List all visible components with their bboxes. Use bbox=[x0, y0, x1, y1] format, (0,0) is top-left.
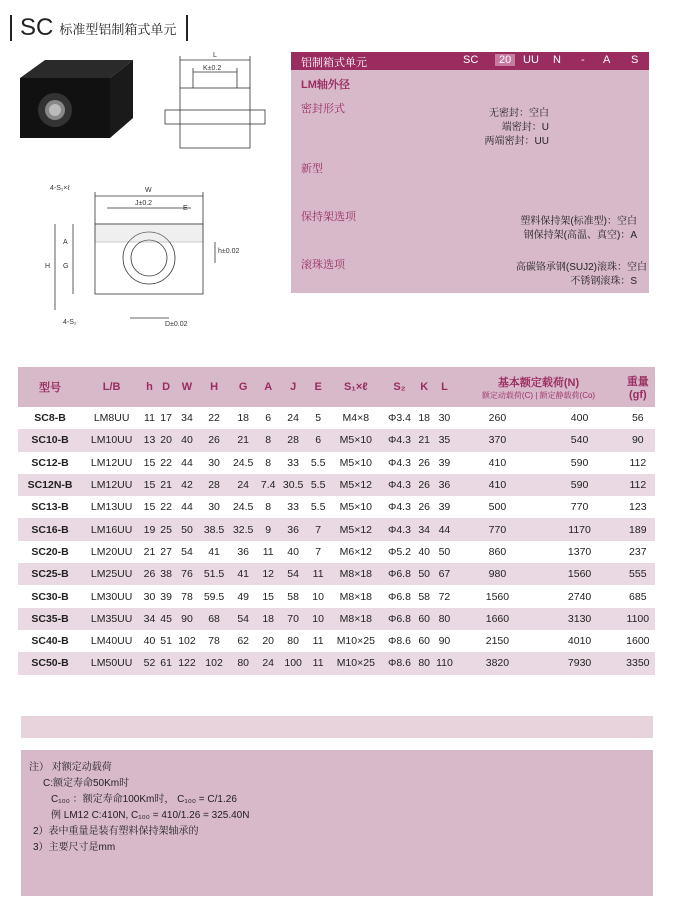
label-G: G bbox=[63, 263, 69, 270]
table-cell: SC16-B bbox=[18, 518, 82, 540]
table-cell: M10×25 bbox=[329, 630, 384, 652]
table-cell: 34 bbox=[174, 407, 199, 429]
table-cell: 54 bbox=[229, 608, 258, 630]
table-cell: M5×10 bbox=[329, 429, 384, 451]
table-cell: SC20-B bbox=[18, 541, 82, 563]
page-header bbox=[10, 14, 188, 42]
table-cell: 11 bbox=[258, 541, 279, 563]
table-cell: 20 bbox=[158, 429, 175, 451]
table-cell: 26 bbox=[416, 452, 433, 474]
table-cell: 30 bbox=[433, 407, 457, 429]
config-panel bbox=[291, 52, 649, 293]
table-cell: 410 bbox=[456, 474, 538, 496]
table-cell: 10 bbox=[308, 585, 329, 607]
series-title: 标准型铝制箱式单元 bbox=[59, 21, 177, 37]
col-G: G bbox=[229, 367, 258, 407]
table-cell: 33 bbox=[279, 452, 308, 474]
table-cell: 11 bbox=[308, 563, 329, 585]
table-cell: SC30-B bbox=[18, 585, 82, 607]
table-cell: 40 bbox=[416, 541, 433, 563]
weight-unit: (gf) bbox=[628, 389, 647, 401]
table-cell: 39 bbox=[433, 496, 457, 518]
table-cell: 21 bbox=[416, 429, 433, 451]
table-cell: 90 bbox=[621, 429, 655, 451]
table-cell: 5.5 bbox=[308, 474, 329, 496]
table-cell: 68 bbox=[199, 608, 228, 630]
ball-label: 滚珠选项 bbox=[301, 259, 345, 271]
table-cell: 770 bbox=[539, 496, 621, 518]
table-cell: M8×18 bbox=[329, 608, 384, 630]
table-cell: 44 bbox=[174, 496, 199, 518]
note-1: 注） 对额定动载荷 bbox=[29, 762, 112, 773]
load-header: 基本额定载荷(N) bbox=[497, 376, 580, 389]
table-cell: LM20UU bbox=[82, 541, 141, 563]
table-cell: Φ6.8 bbox=[383, 563, 416, 585]
table-cell: 500 bbox=[456, 496, 538, 518]
table-cell: 32.5 bbox=[229, 518, 258, 540]
table-cell: 102 bbox=[174, 630, 199, 652]
table-cell: 6 bbox=[308, 429, 329, 451]
table-cell: 102 bbox=[199, 652, 228, 674]
col-J: J bbox=[279, 367, 308, 407]
table-cell: Φ4.3 bbox=[383, 518, 416, 540]
table-cell: 80 bbox=[433, 608, 457, 630]
table-cell: Φ4.3 bbox=[383, 429, 416, 451]
table-cell: Φ3.4 bbox=[383, 407, 416, 429]
label-E: E bbox=[183, 205, 188, 212]
table-cell: Φ4.3 bbox=[383, 452, 416, 474]
table-cell: 78 bbox=[174, 585, 199, 607]
table-cell: 7.4 bbox=[258, 474, 279, 496]
table-cell: 25 bbox=[158, 518, 175, 540]
table-row bbox=[18, 407, 655, 429]
table-cell: SC40-B bbox=[18, 630, 82, 652]
spec-table bbox=[18, 367, 655, 675]
table-row bbox=[18, 652, 655, 674]
front-view bbox=[55, 192, 215, 318]
table-cell: 76 bbox=[174, 563, 199, 585]
col-model: 型号 bbox=[18, 367, 82, 407]
table-cell: 21 bbox=[141, 541, 158, 563]
holder-opt-1: 塑料保持架(标准型)：空白 bbox=[520, 216, 637, 227]
table-cell: 39 bbox=[158, 585, 175, 607]
table-cell: 80 bbox=[279, 630, 308, 652]
table-cell: 30.5 bbox=[279, 474, 308, 496]
table-body bbox=[18, 407, 655, 675]
table-cell: 9 bbox=[258, 518, 279, 540]
weight-header: 重量 bbox=[626, 376, 649, 388]
table-cell: 22 bbox=[158, 452, 175, 474]
table-cell: 110 bbox=[433, 652, 457, 674]
table-row bbox=[18, 563, 655, 585]
ball-opt-1: 高碳铬承钢(SUJ2)滚珠：空白 bbox=[515, 262, 647, 273]
table-cell: 24 bbox=[229, 474, 258, 496]
table-cell: SC12-B bbox=[18, 452, 82, 474]
label-D: D±0.02 bbox=[165, 321, 188, 328]
table-cell: 41 bbox=[199, 541, 228, 563]
label-J: J±0.2 bbox=[135, 200, 153, 207]
table-cell: 20 bbox=[258, 630, 279, 652]
table-cell: 11 bbox=[308, 652, 329, 674]
table-cell: 26 bbox=[141, 563, 158, 585]
table-cell: 54 bbox=[174, 541, 199, 563]
note-5: 2）表中重量是装有塑料保持架轴承的 bbox=[33, 826, 199, 837]
table-cell: 30 bbox=[141, 585, 158, 607]
table-cell: 78 bbox=[199, 630, 228, 652]
table-cell: 40 bbox=[174, 429, 199, 451]
table-cell: LM12UU bbox=[82, 452, 141, 474]
table-cell: 80 bbox=[229, 652, 258, 674]
table-cell: 100 bbox=[279, 652, 308, 674]
note-4: 例 LM12 C:410N, C₁₀₀ = 410/1.26 = 325.40N bbox=[51, 810, 250, 821]
table-cell: LM50UU bbox=[82, 652, 141, 674]
table-cell: 42 bbox=[174, 474, 199, 496]
table-row bbox=[18, 608, 655, 630]
table-cell: 61 bbox=[158, 652, 175, 674]
table-cell: 770 bbox=[456, 518, 538, 540]
table-cell: 5.5 bbox=[308, 452, 329, 474]
table-cell: 41 bbox=[229, 563, 258, 585]
seal-label: 密封形式 bbox=[301, 103, 345, 115]
table-cell: 36 bbox=[229, 541, 258, 563]
code-part-size: 20 bbox=[495, 54, 515, 66]
table-cell: 540 bbox=[539, 429, 621, 451]
technical-drawings bbox=[15, 48, 285, 348]
label-W: W bbox=[145, 187, 152, 194]
table-cell: M5×12 bbox=[329, 518, 384, 540]
table-header-row bbox=[18, 367, 655, 407]
table-cell: SC10-B bbox=[18, 429, 82, 451]
col-S2: S₂ bbox=[383, 367, 416, 407]
table-cell: 13 bbox=[141, 429, 158, 451]
table-cell: 112 bbox=[621, 452, 655, 474]
table-cell: 22 bbox=[199, 407, 228, 429]
table-cell: 1100 bbox=[621, 608, 655, 630]
table-cell: 36 bbox=[433, 474, 457, 496]
table-row bbox=[18, 474, 655, 496]
table-cell: 3350 bbox=[621, 652, 655, 674]
table-cell: 8 bbox=[258, 496, 279, 518]
table-cell: LM12UU bbox=[82, 474, 141, 496]
table-row bbox=[18, 518, 655, 540]
table-cell: 62 bbox=[229, 630, 258, 652]
table-cell: M5×12 bbox=[329, 474, 384, 496]
table-cell: LM8UU bbox=[82, 407, 141, 429]
divider-band bbox=[21, 716, 653, 738]
table-cell: M8×18 bbox=[329, 563, 384, 585]
col-A: A bbox=[258, 367, 279, 407]
table-row bbox=[18, 496, 655, 518]
table-cell: 6 bbox=[258, 407, 279, 429]
table-cell: 8 bbox=[258, 429, 279, 451]
code-part-ball: S bbox=[631, 54, 639, 66]
holder-opt-2: 钢保持架(高温、真空)：A bbox=[523, 230, 637, 241]
table-cell: 685 bbox=[621, 585, 655, 607]
table-cell: 17 bbox=[158, 407, 175, 429]
table-cell: LM10UU bbox=[82, 429, 141, 451]
col-D: D bbox=[158, 367, 175, 407]
table-cell: 24.5 bbox=[229, 496, 258, 518]
table-cell: 237 bbox=[621, 541, 655, 563]
table-cell: 860 bbox=[456, 541, 538, 563]
table-row bbox=[18, 585, 655, 607]
table-cell: 260 bbox=[456, 407, 538, 429]
code-part-new: N bbox=[553, 54, 561, 66]
table-cell: 400 bbox=[539, 407, 621, 429]
label-K: K±0.2 bbox=[203, 65, 222, 72]
table-cell: 40 bbox=[141, 630, 158, 652]
label-A: A bbox=[63, 239, 68, 246]
config-header bbox=[291, 52, 649, 70]
table-cell: 112 bbox=[621, 474, 655, 496]
code-part-sc: SC bbox=[463, 54, 479, 66]
table-cell: 12 bbox=[258, 563, 279, 585]
table-cell: SC25-B bbox=[18, 563, 82, 585]
label-H: H bbox=[45, 263, 51, 270]
table-cell: 34 bbox=[141, 608, 158, 630]
table-cell: 80 bbox=[416, 652, 433, 674]
table-cell: 28 bbox=[279, 429, 308, 451]
col-E: E bbox=[308, 367, 329, 407]
label-S2: 4-S₂ bbox=[63, 319, 77, 326]
product-photo bbox=[20, 60, 133, 138]
table-cell: 19 bbox=[141, 518, 158, 540]
table-cell: LM13UU bbox=[82, 496, 141, 518]
label-h: h±0.02 bbox=[218, 248, 240, 255]
table-cell: 21 bbox=[158, 474, 175, 496]
ball-opt-2: 不锈钢滚珠：S bbox=[570, 276, 637, 287]
table-cell: 3130 bbox=[539, 608, 621, 630]
table-cell: M5×10 bbox=[329, 496, 384, 518]
col-weight bbox=[621, 367, 655, 407]
header-bar-right bbox=[186, 15, 188, 41]
table-cell: 1370 bbox=[539, 541, 621, 563]
table-cell: 33 bbox=[279, 496, 308, 518]
table-cell: 122 bbox=[174, 652, 199, 674]
table-cell: 123 bbox=[621, 496, 655, 518]
table-cell: 70 bbox=[279, 608, 308, 630]
label-L: L bbox=[213, 52, 217, 59]
table-cell: 60 bbox=[416, 630, 433, 652]
table-cell: 45 bbox=[158, 608, 175, 630]
table-cell: M10×25 bbox=[329, 652, 384, 674]
col-lb: L/B bbox=[82, 367, 141, 407]
table-cell: 3820 bbox=[456, 652, 538, 674]
table-cell: 56 bbox=[621, 407, 655, 429]
table-cell: M6×12 bbox=[329, 541, 384, 563]
note-6: 3）主要尺寸是mm bbox=[33, 842, 116, 853]
table-cell: LM25UU bbox=[82, 563, 141, 585]
table-cell: Φ6.8 bbox=[383, 585, 416, 607]
table-cell: 52 bbox=[141, 652, 158, 674]
table-cell: 590 bbox=[539, 474, 621, 496]
table-cell: 590 bbox=[539, 452, 621, 474]
table-cell: 1660 bbox=[456, 608, 538, 630]
table-cell: 26 bbox=[416, 496, 433, 518]
col-K: K bbox=[416, 367, 433, 407]
table-cell: 38.5 bbox=[199, 518, 228, 540]
table-cell: LM30UU bbox=[82, 585, 141, 607]
col-S1: S₁×ℓ bbox=[329, 367, 384, 407]
table-cell: 2740 bbox=[539, 585, 621, 607]
table-row bbox=[18, 452, 655, 474]
table-cell: 24.5 bbox=[229, 452, 258, 474]
table-cell: M5×10 bbox=[329, 452, 384, 474]
table-cell: Φ4.3 bbox=[383, 496, 416, 518]
table-cell: 980 bbox=[456, 563, 538, 585]
table-cell: 555 bbox=[621, 563, 655, 585]
table-row bbox=[18, 429, 655, 451]
table-cell: 50 bbox=[174, 518, 199, 540]
seal-opt-2: 端密封：U bbox=[501, 122, 549, 133]
table-cell: 15 bbox=[141, 474, 158, 496]
table-cell: 18 bbox=[229, 407, 258, 429]
code-part-dash: - bbox=[581, 54, 585, 66]
table-cell: 44 bbox=[433, 518, 457, 540]
table-cell: 10 bbox=[308, 608, 329, 630]
lm-label: LM轴外径 bbox=[301, 79, 350, 91]
table-cell: 4010 bbox=[539, 630, 621, 652]
table-cell: LM40UU bbox=[82, 630, 141, 652]
table-cell: 7930 bbox=[539, 652, 621, 674]
table-row bbox=[18, 541, 655, 563]
config-title: 铝制箱式单元 bbox=[301, 57, 367, 69]
col-load bbox=[456, 367, 620, 407]
note-2: C:额定寿命50Km时 bbox=[43, 778, 130, 789]
new-label: 新型 bbox=[301, 163, 323, 175]
seal-opt-3: 两端密封：UU bbox=[484, 136, 549, 147]
table-cell: 18 bbox=[416, 407, 433, 429]
table-cell: 39 bbox=[433, 452, 457, 474]
table-cell: 51 bbox=[158, 630, 175, 652]
table-cell: 58 bbox=[416, 585, 433, 607]
table-cell: Φ8.6 bbox=[383, 630, 416, 652]
table-cell: 27 bbox=[158, 541, 175, 563]
table-cell: 5 bbox=[308, 407, 329, 429]
load-subheaders: 额定动载荷(C) | 额定静载荷(Co) bbox=[481, 390, 596, 400]
table-cell: 11 bbox=[141, 407, 158, 429]
table-cell: 60 bbox=[416, 608, 433, 630]
col-h: h bbox=[141, 367, 158, 407]
table-cell: Φ4.3 bbox=[383, 474, 416, 496]
table-cell: Φ5.2 bbox=[383, 541, 416, 563]
table-cell: 30 bbox=[199, 452, 228, 474]
table-cell: 1600 bbox=[621, 630, 655, 652]
table-cell: SC12N-B bbox=[18, 474, 82, 496]
table-cell: Φ6.8 bbox=[383, 608, 416, 630]
table-cell: SC13-B bbox=[18, 496, 82, 518]
table-cell: 15 bbox=[258, 585, 279, 607]
series-code: SC bbox=[20, 14, 54, 41]
table-cell: 1170 bbox=[539, 518, 621, 540]
table-cell: SC8-B bbox=[18, 407, 82, 429]
col-W: W bbox=[174, 367, 199, 407]
table-cell: 21 bbox=[229, 429, 258, 451]
table-cell: 11 bbox=[308, 630, 329, 652]
table-cell: 38 bbox=[158, 563, 175, 585]
table-cell: 15 bbox=[141, 452, 158, 474]
table-cell: 26 bbox=[199, 429, 228, 451]
note-3: C₁₀₀ ：额定寿命100Km时， C₁₀₀ = C/1.26 bbox=[51, 794, 237, 805]
seal-opt-1: 无密封：空白 bbox=[489, 108, 549, 119]
table-cell: 36 bbox=[279, 518, 308, 540]
table-cell: 24 bbox=[279, 407, 308, 429]
table-cell: 49 bbox=[229, 585, 258, 607]
table-cell: M8×18 bbox=[329, 585, 384, 607]
table-cell: 51.5 bbox=[199, 563, 228, 585]
notes-panel bbox=[21, 750, 653, 896]
table-cell: 35 bbox=[433, 429, 457, 451]
table-cell: 8 bbox=[258, 452, 279, 474]
table-cell: 26 bbox=[416, 474, 433, 496]
table-cell: SC35-B bbox=[18, 608, 82, 630]
table-cell: 15 bbox=[141, 496, 158, 518]
table-cell: 2150 bbox=[456, 630, 538, 652]
table-cell: 1560 bbox=[539, 563, 621, 585]
table-cell: 5.5 bbox=[308, 496, 329, 518]
table-cell: 90 bbox=[433, 630, 457, 652]
table-cell: 44 bbox=[174, 452, 199, 474]
table-cell: 28 bbox=[199, 474, 228, 496]
table-cell: 189 bbox=[621, 518, 655, 540]
table-cell: 72 bbox=[433, 585, 457, 607]
load-sub-c: 额定动载荷(C) bbox=[481, 390, 534, 400]
label-S1: 4-S₁×ℓ bbox=[50, 185, 70, 192]
table-cell: LM16UU bbox=[82, 518, 141, 540]
table-cell: 58 bbox=[279, 585, 308, 607]
col-H: H bbox=[199, 367, 228, 407]
table-cell: 90 bbox=[174, 608, 199, 630]
table-cell: Φ8.6 bbox=[383, 652, 416, 674]
table-cell: 18 bbox=[258, 608, 279, 630]
table-cell: 370 bbox=[456, 429, 538, 451]
table-cell: 1560 bbox=[456, 585, 538, 607]
table-cell: SC50-B bbox=[18, 652, 82, 674]
table-cell: 59.5 bbox=[199, 585, 228, 607]
table-cell: 54 bbox=[279, 563, 308, 585]
table-cell: 50 bbox=[416, 563, 433, 585]
table-cell: 34 bbox=[416, 518, 433, 540]
col-L: L bbox=[433, 367, 457, 407]
table-cell: LM35UU bbox=[82, 608, 141, 630]
table-cell: 30 bbox=[199, 496, 228, 518]
code-part-seal: UU bbox=[523, 54, 539, 66]
table-cell: 7 bbox=[308, 518, 329, 540]
table-cell: M4×8 bbox=[329, 407, 384, 429]
table-cell: 50 bbox=[433, 541, 457, 563]
header-bar-left bbox=[10, 15, 12, 41]
code-part-holder: A bbox=[603, 54, 611, 66]
holder-label: 保持架选项 bbox=[301, 211, 356, 223]
table-cell: 410 bbox=[456, 452, 538, 474]
table-cell: 40 bbox=[279, 541, 308, 563]
table-cell: 22 bbox=[158, 496, 175, 518]
table-cell: 24 bbox=[258, 652, 279, 674]
table-row bbox=[18, 630, 655, 652]
table-cell: 7 bbox=[308, 541, 329, 563]
load-sub-co: 额定静载荷(Co) bbox=[539, 390, 596, 400]
table-cell: 67 bbox=[433, 563, 457, 585]
